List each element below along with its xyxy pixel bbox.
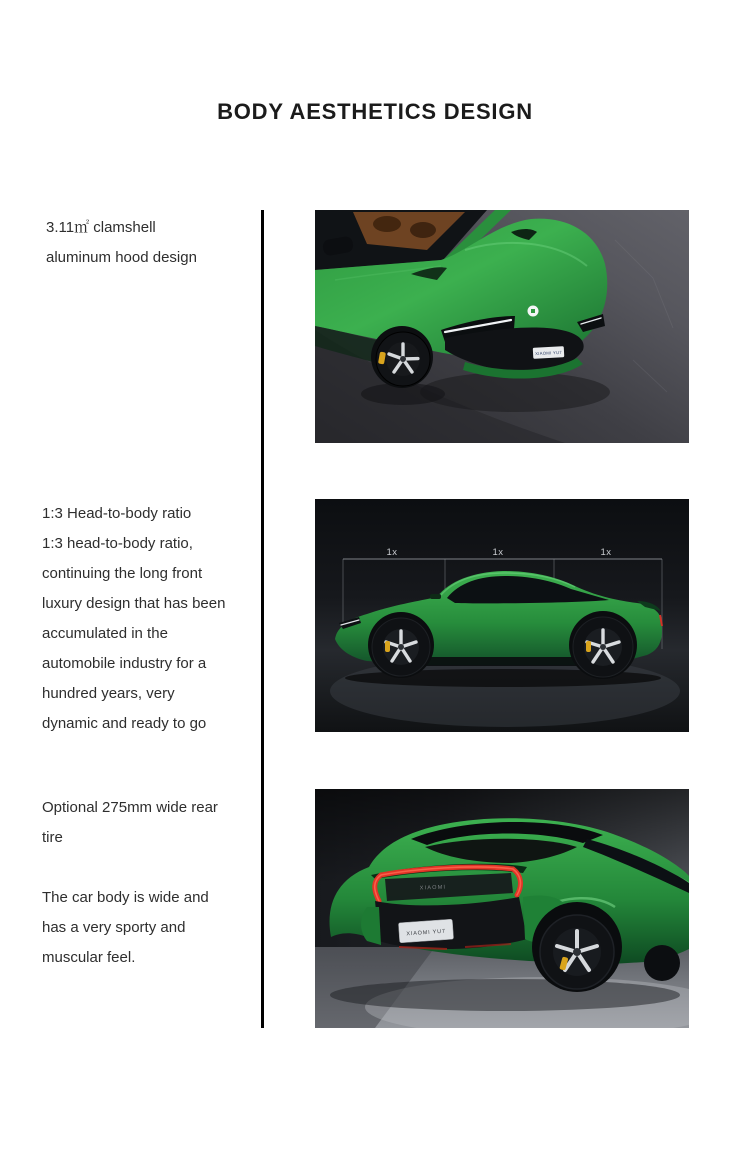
text-line: Optional 275mm wide rear bbox=[42, 799, 218, 816]
side-image-svg bbox=[315, 499, 689, 732]
text-line: The car body is wide and bbox=[42, 889, 209, 906]
text-line: hundred years, very bbox=[42, 685, 175, 702]
brake-caliper bbox=[586, 641, 591, 652]
front-wheel bbox=[372, 618, 430, 676]
measure-label-1x: 1x bbox=[492, 547, 504, 558]
front-plate-text: XIAOMI YU7 bbox=[534, 349, 563, 357]
tire-paragraph-1 bbox=[42, 793, 257, 853]
text-line: tire bbox=[42, 829, 63, 846]
text-line: 1:3 Head-to-body ratio bbox=[42, 505, 192, 522]
front-image bbox=[315, 210, 689, 443]
tailgate-badge-text: XIAOMI bbox=[419, 884, 447, 892]
front-wheel bbox=[376, 332, 430, 386]
section-hood-text bbox=[46, 213, 261, 273]
text-line: dynamic and ready to go bbox=[42, 715, 207, 732]
front-image-svg bbox=[315, 210, 689, 443]
text-line: muscular feel. bbox=[42, 949, 136, 966]
vertical-divider bbox=[261, 210, 264, 1028]
text-line: continuing the long front bbox=[42, 565, 203, 582]
page-title: BODY AESTHETICS DESIGN bbox=[217, 99, 533, 124]
rear-plate-text: XIAOMI YU7 bbox=[406, 928, 446, 938]
side-mirror bbox=[430, 594, 441, 599]
front-license-plate bbox=[533, 346, 565, 359]
seat bbox=[373, 216, 401, 232]
rear-license-plate bbox=[398, 919, 453, 943]
xiaomi-logo-icon bbox=[528, 306, 539, 317]
rear-wheel bbox=[573, 617, 633, 677]
rear-image-svg bbox=[315, 789, 689, 1028]
car-shadow bbox=[330, 979, 680, 1011]
text-line: has a very sporty and bbox=[42, 919, 186, 936]
measure-label-1x: 1x bbox=[386, 547, 398, 558]
brake-caliper bbox=[385, 641, 390, 652]
text-line: luxury design that has been bbox=[42, 595, 226, 612]
side-image bbox=[315, 499, 689, 732]
measure-label-1x: 1x bbox=[600, 547, 612, 558]
tire-paragraph-2 bbox=[42, 883, 257, 973]
section-tire-text bbox=[42, 793, 257, 973]
text-line: aluminum hood design bbox=[46, 249, 197, 266]
text-line: 3.11㎡ clamshell bbox=[46, 219, 156, 236]
text-line: 1:3 head-to-body ratio, bbox=[42, 535, 193, 552]
section-ratio-text bbox=[42, 499, 257, 739]
far-front-wheel bbox=[644, 945, 680, 981]
rear-image bbox=[315, 789, 689, 1028]
seat bbox=[410, 222, 436, 238]
text-line: automobile industry for a bbox=[42, 655, 207, 672]
rear-wheel bbox=[540, 915, 614, 989]
text-line: accumulated in the bbox=[42, 625, 168, 642]
